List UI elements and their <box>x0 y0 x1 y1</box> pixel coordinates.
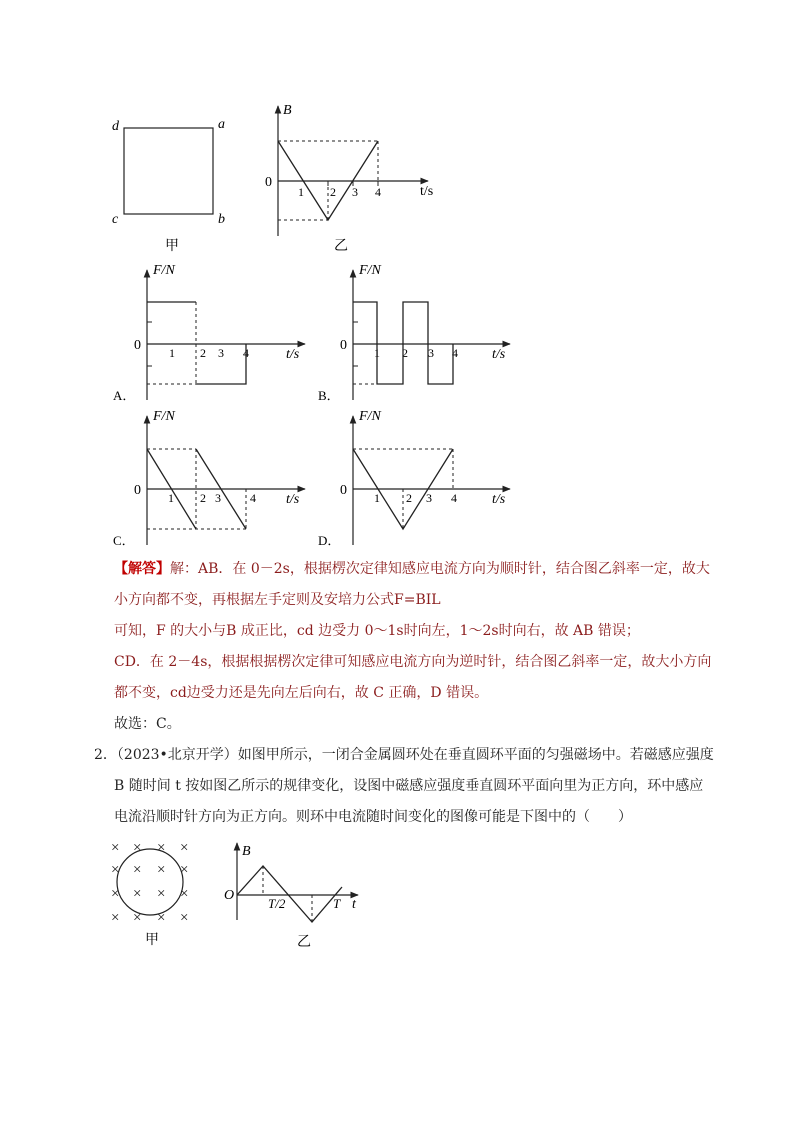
svg-text:0: 0 <box>134 338 141 353</box>
svg-text:0: 0 <box>134 483 141 498</box>
svg-text:0: 0 <box>340 483 347 498</box>
svg-text:×: × <box>111 862 120 878</box>
axis-t: t/s <box>420 184 434 199</box>
svg-text:O: O <box>224 888 235 903</box>
svg-text:B: B <box>242 844 251 859</box>
svg-text:2: 2 <box>406 491 412 505</box>
corner-a: a <box>218 117 225 132</box>
option-a-graph <box>113 263 305 403</box>
svg-text:2: 2 <box>402 346 408 360</box>
svg-text:4: 4 <box>243 346 249 360</box>
svg-text:乙: 乙 <box>297 935 311 950</box>
svg-text:×: × <box>133 910 142 926</box>
svg-text:F/N: F/N <box>153 409 175 424</box>
svg-text:×: × <box>111 886 120 902</box>
svg-text:t/s: t/s <box>286 492 300 507</box>
corner-d: d <box>112 119 119 134</box>
svg-text:t/s: t/s <box>492 492 506 507</box>
svg-text:F/N: F/N <box>359 409 381 424</box>
svg-text:4: 4 <box>451 491 457 505</box>
option-c-graph <box>113 409 305 548</box>
axis-b: B <box>283 103 292 118</box>
fig-jia-square-loop <box>112 117 225 254</box>
svg-text:3: 3 <box>428 346 434 360</box>
svg-text:F/N: F/N <box>359 263 381 278</box>
svg-text:1: 1 <box>169 346 175 360</box>
svg-text:2: 2 <box>200 346 206 360</box>
svg-text:甲: 甲 <box>145 933 159 948</box>
svg-text:F/N: F/N <box>153 263 175 278</box>
tick-1: 1 <box>298 185 304 199</box>
svg-text:×: × <box>180 910 189 926</box>
svg-text:×: × <box>180 840 189 856</box>
option-c-label: C． <box>113 533 135 548</box>
q2-fig-yi-b-t-graph <box>224 843 358 950</box>
svg-text:1: 1 <box>374 346 380 360</box>
svg-text:1: 1 <box>168 491 174 505</box>
option-b-graph <box>318 263 510 403</box>
svg-text:×: × <box>133 886 142 902</box>
svg-text:t/s: t/s <box>286 347 300 362</box>
svg-text:×: × <box>157 886 166 902</box>
tick-3: 3 <box>352 185 358 199</box>
answer-tag: 【解答】 <box>114 561 170 577</box>
svg-text:×: × <box>157 862 166 878</box>
svg-text:T: T <box>333 896 341 911</box>
fig-yi-b-t-graph <box>265 103 433 254</box>
svg-text:×: × <box>157 910 166 926</box>
corner-c: c <box>112 212 119 227</box>
svg-text:×: × <box>180 886 189 902</box>
option-b-label: B． <box>318 388 340 403</box>
caption-jia: 甲 <box>165 239 179 254</box>
svg-text:3: 3 <box>426 491 432 505</box>
option-a-label: A． <box>113 388 136 403</box>
tick-4: 4 <box>375 185 381 199</box>
svg-text:1: 1 <box>374 491 380 505</box>
svg-text:T/2: T/2 <box>268 896 286 911</box>
svg-text:t/s: t/s <box>492 347 506 362</box>
svg-text:3: 3 <box>218 346 224 360</box>
svg-text:×: × <box>111 840 120 856</box>
svg-text:×: × <box>133 840 142 856</box>
q2-fig-jia-ring <box>111 840 188 948</box>
corner-b: b <box>218 212 225 227</box>
origin-0: 0 <box>265 175 272 190</box>
svg-text:t: t <box>352 897 356 912</box>
svg-text:0: 0 <box>340 338 347 353</box>
svg-text:×: × <box>157 840 166 856</box>
svg-text:4: 4 <box>452 346 458 360</box>
caption-yi: 乙 <box>334 239 348 254</box>
svg-text:×: × <box>133 862 142 878</box>
svg-text:4: 4 <box>250 491 256 505</box>
tick-2: 2 <box>330 185 336 199</box>
svg-text:×: × <box>111 910 120 926</box>
option-d-graph <box>318 409 510 548</box>
svg-text:2: 2 <box>200 491 206 505</box>
option-d-label: D． <box>318 533 341 548</box>
svg-text:3: 3 <box>215 491 221 505</box>
svg-text:×: × <box>180 862 189 878</box>
